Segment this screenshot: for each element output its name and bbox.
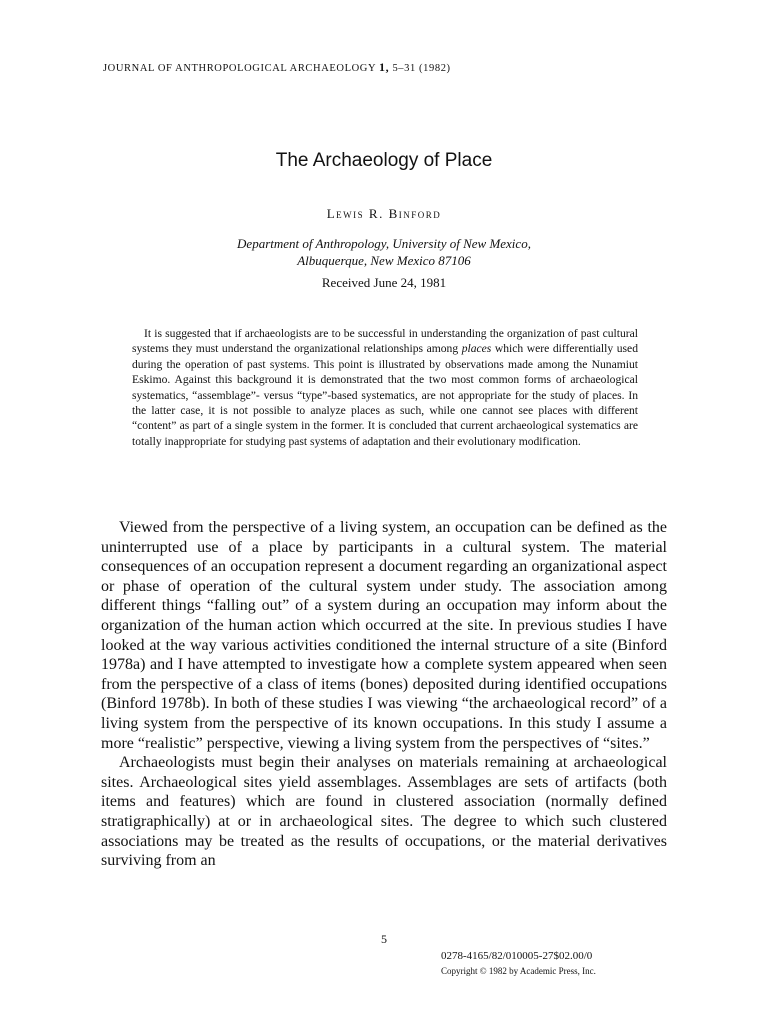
page-number: 5 bbox=[381, 932, 387, 946]
received-date: Received June 24, 1981 bbox=[321, 275, 447, 290]
author-affiliation bbox=[0, 235, 768, 269]
affiliation-line-2: Albuquerque, New Mexico 87106 bbox=[297, 253, 471, 268]
abstract-paragraph bbox=[132, 326, 638, 449]
abstract-emphasis: places bbox=[461, 342, 492, 356]
article-author: Lewis R. Binford bbox=[326, 206, 442, 221]
body-paragraph-1: Viewed from the perspective of a living system, an occupation can be defined as the uninterrupted use of a place by participants in a cultural system. The material consequences of an occupation represent a document regarding an organizational aspect or phase of operation of the cultural system under study. The association among different things “falling out” of a system during an occupation may inform about the organization of the human action which occurred at the site. In previous studies I have looked at the way various activities conditioned the internal structure of a site (Binford 1978a) and I have attempted to investigate how a complete system appeared when seen from the perspective of a class of items (bones) deposited during identified occupations (Binford 1978b). In both of these studies I was viewing “the archaeological record” of a living system from the perspective of its known occupations. In this study I assume a more “realistic” perspective, viewing a living system from the perspectives of “sites.” bbox=[101, 519, 667, 752]
journal-pages-year: 5–31 (1982) bbox=[392, 63, 451, 74]
abstract bbox=[132, 326, 638, 449]
running-head bbox=[103, 60, 451, 75]
issn-code: 0278-4165/82/010005-27$02.00/0 bbox=[441, 950, 593, 962]
body-paragraph-2: Archaeologists must begin their analyses on materials remaining at archaeological sites. Archaeological sites yield assemblages. Assemblages are sets of artifacts (both items and features) which are found in clustered association (normally defined stratigraphically) at or in archaeological sites. The degree to which such clustered associations may be treated as the results of occupations, or the material derivatives surviving from an bbox=[101, 754, 667, 870]
copyright-notice: Copyright © 1982 by Academic Press, Inc. bbox=[441, 966, 596, 976]
journal-name: JOURNAL OF ANTHROPOLOGICAL ARCHAEOLOGY bbox=[103, 63, 376, 74]
article-title: The Archaeology of Place bbox=[275, 150, 493, 171]
journal-volume: 1, bbox=[379, 60, 390, 74]
body-text bbox=[101, 518, 667, 871]
abstract-text-end: which were differentially used during the operation of past systems. This point is illustrated by observations made among the Nunamiut Eskimo. Against this background it is demonstrated that the two most common forms of archaeological systematics, “assemblage”- versus “type”-based systematics, are not appropriate for the study of places. In the latter case, it is not possible to analyze places as such, while one cannot see places with different “content” as part of a single system in the former. It is concluded that current archaeological systematics are totally inappropriate for studying past systems of adaptation and their evolutionary modification. bbox=[132, 342, 638, 448]
abstract-text-start: It is suggested that if archaeologists are to be successful in understanding the organization of past cultural systems they must understand the organizational relationships among bbox=[132, 327, 638, 356]
affiliation-line-1: Department of Anthropology, University of New Mexico, bbox=[237, 236, 531, 251]
